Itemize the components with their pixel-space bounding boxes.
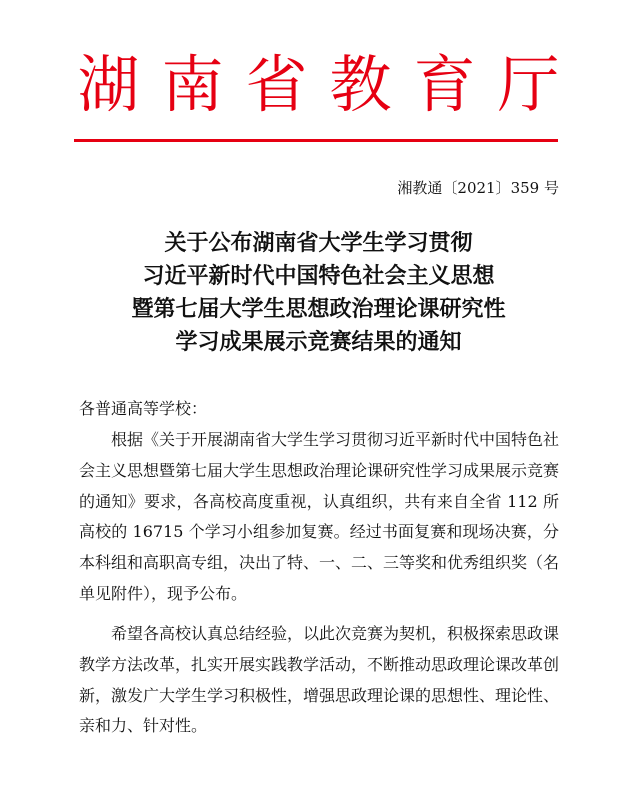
letterhead-title: 湖南省教育厅 bbox=[77, 48, 582, 121]
notice-title-line: 学习成果展示竞赛结果的通知 bbox=[175, 330, 462, 355]
body-paragraph: 希望各高校认真总结经验，以此次竞赛为契机，积极探索思政课教学方法改革，扎实开展实践教学活动，不断推动思政理论课改革创新，激发广大学生学习积极性，增强思政理论课的思想性、理论性、亲和力、针对性。 bbox=[79, 624, 560, 736]
salutation: 各普通高等学校： bbox=[79, 399, 208, 418]
notice-title-line: 暨第七届大学生思想政治理论课研究性 bbox=[131, 297, 506, 322]
body-paragraph: 根据《关于开展湖南省大学生学习贯彻习近平新时代中国特色社会主义思想暨第七届大学生思想政治理论课研究性学习成果展示竞赛的通知》要求，各高校高度重视，认真组织，共有来自全省 112 所高校的 16715 个学习小组参加复赛。经过书面复赛和现场决赛，分本科组和高职高专组，决出了特、一、二、三等奖和优秀组织奖（名单见附件），现予公布。 bbox=[79, 430, 560, 603]
document-number: 湘教通〔2021〕359 号 bbox=[397, 179, 559, 197]
notice-title-line: 关于公布湖南省大学生学习贯彻 bbox=[164, 231, 473, 256]
notice-title bbox=[0, 227, 637, 359]
notice-title-line: 习近平新时代中国特色社会主义思想 bbox=[142, 264, 495, 289]
letterhead-red-rule bbox=[74, 139, 558, 142]
